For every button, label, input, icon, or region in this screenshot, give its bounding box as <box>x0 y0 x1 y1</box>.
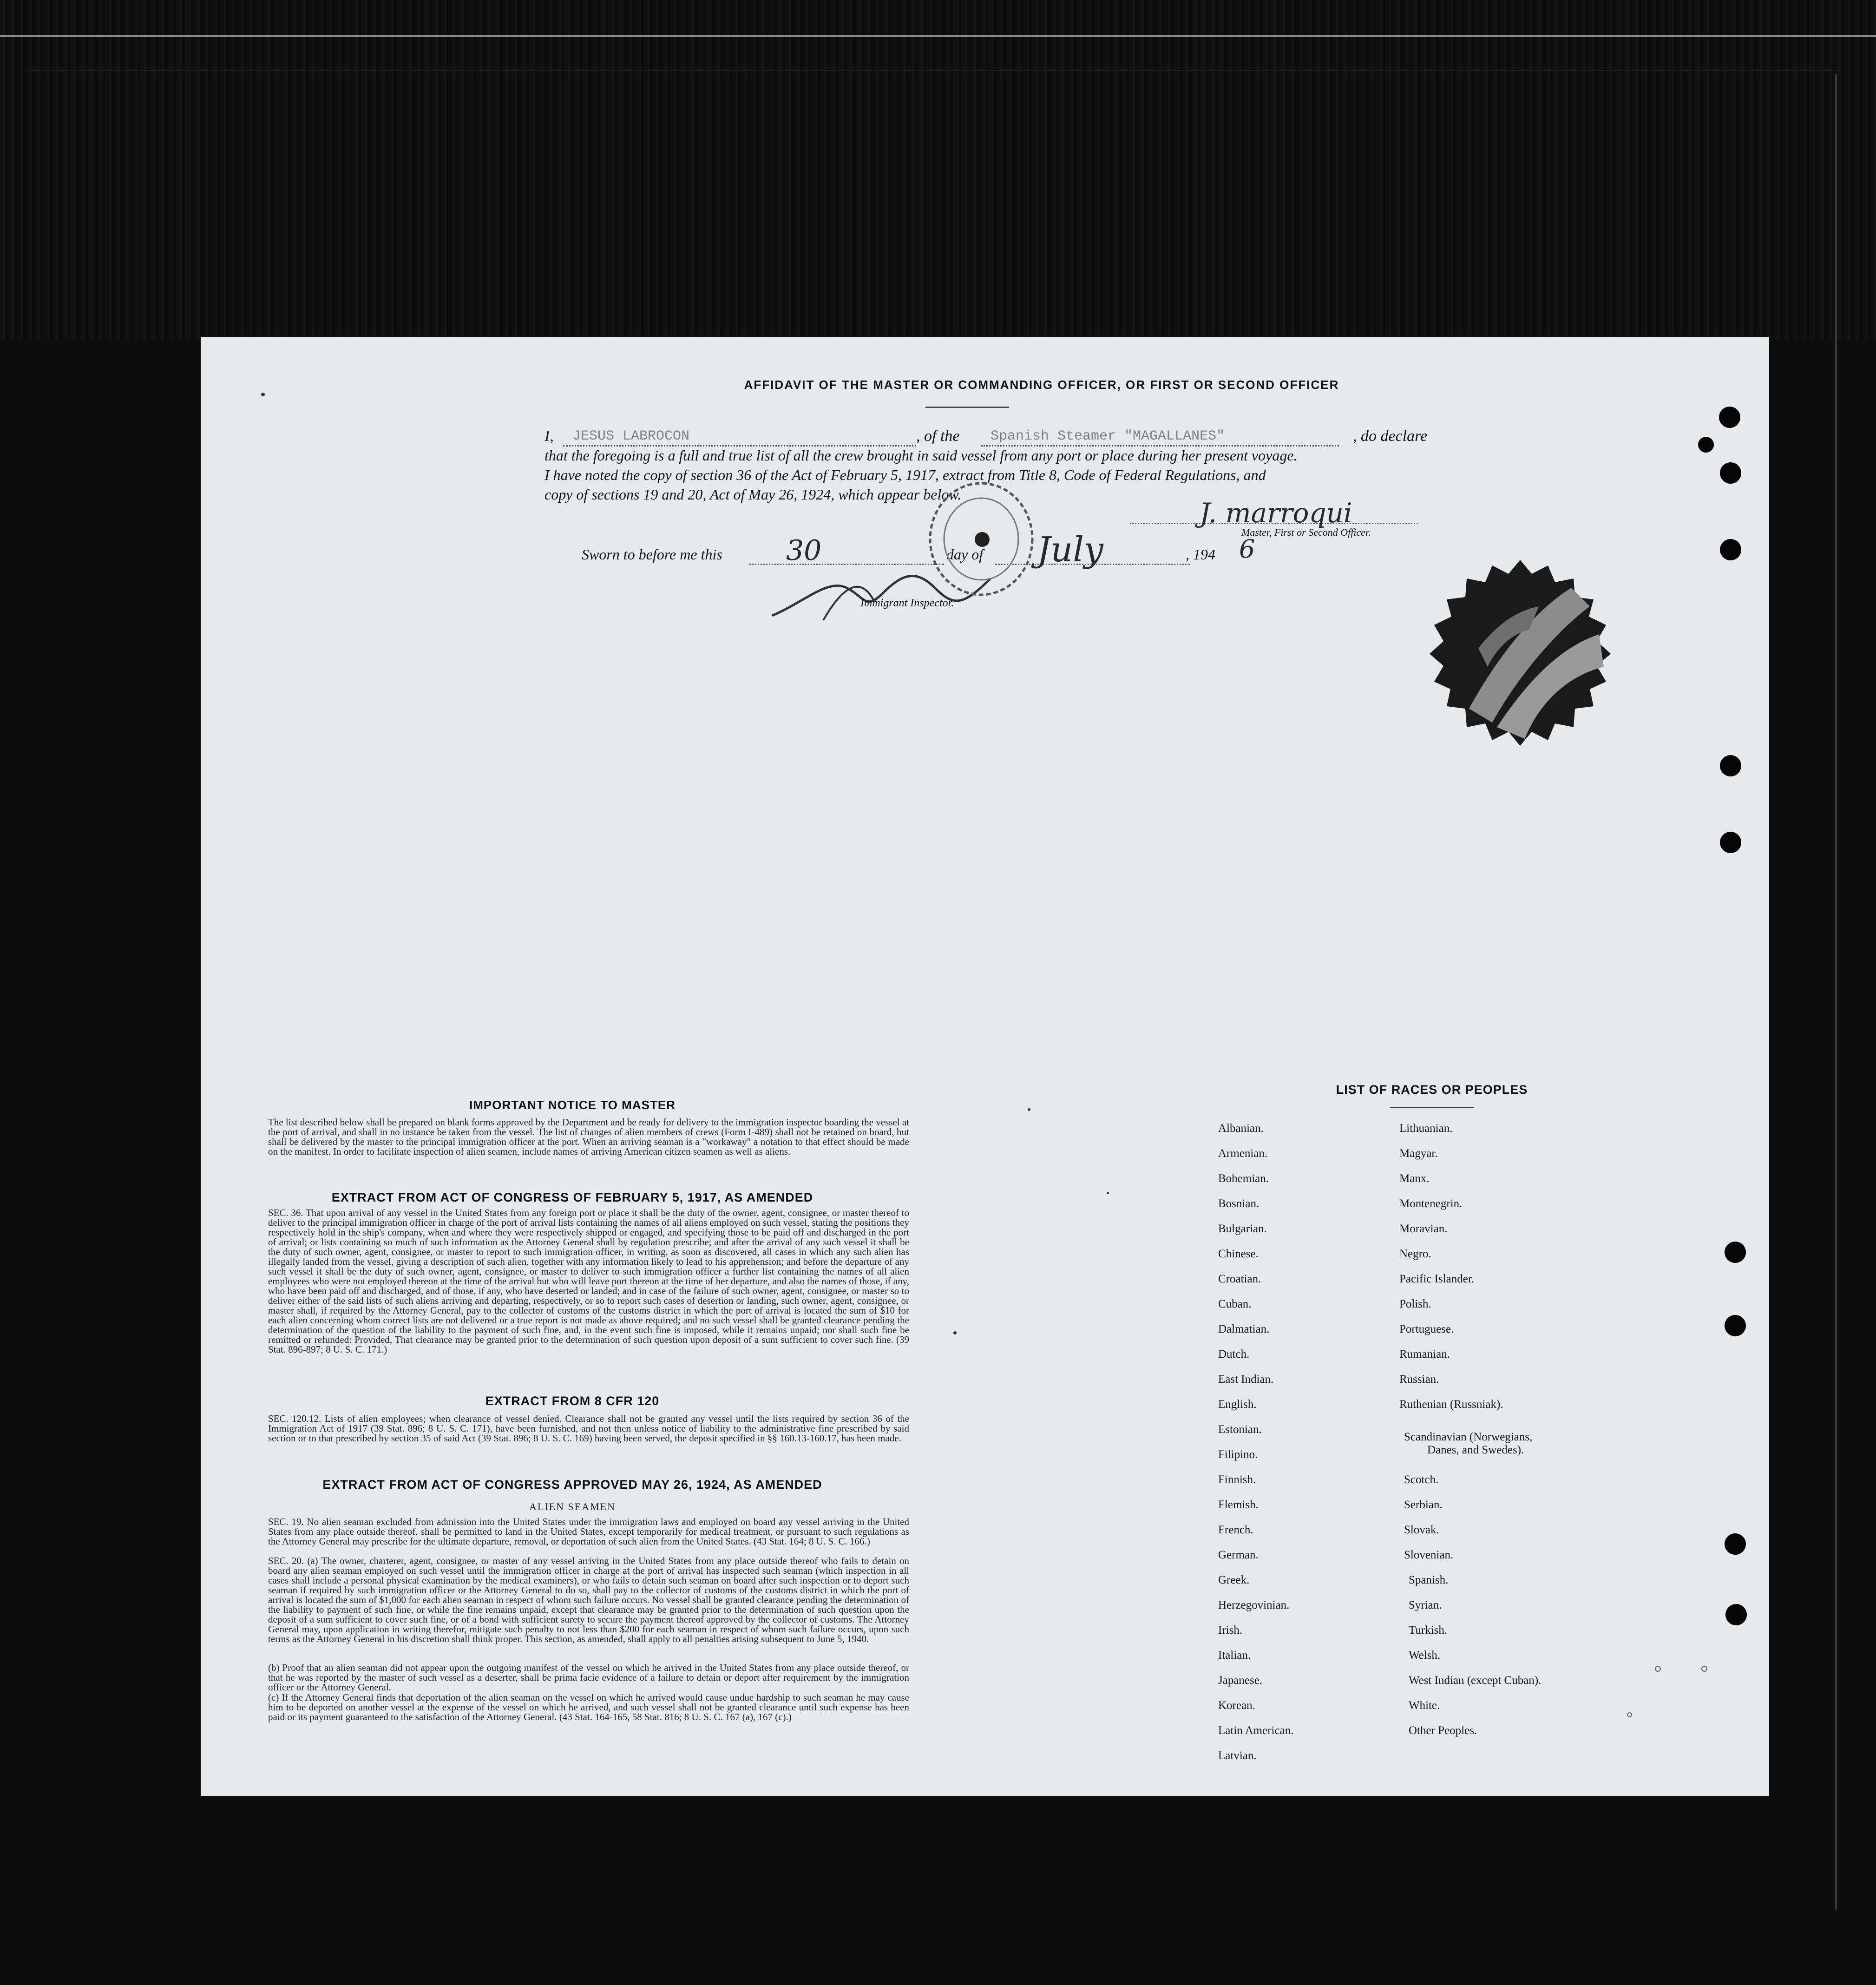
affidavit-i: I, <box>544 427 554 445</box>
cfr-title: EXTRACT FROM 8 CFR 120 <box>485 1394 660 1408</box>
sworn-year-prefix: , 194 <box>1186 546 1215 563</box>
race-item: Irish. <box>1218 1624 1243 1637</box>
race-item: Pacific Islander. <box>1399 1273 1475 1285</box>
punch-hole <box>1720 755 1741 776</box>
races-column-1 <box>1218 1122 1395 1782</box>
race-item: Dutch. <box>1218 1348 1250 1361</box>
races-title-rule <box>1390 1107 1474 1108</box>
dust-speck <box>1028 1108 1030 1111</box>
vessel-typed: Spanish Steamer "MAGALLANES" <box>990 428 1225 444</box>
notice-title: IMPORTANT NOTICE TO MASTER <box>469 1098 676 1112</box>
affidavit-title: AFFIDAVIT OF THE MASTER OR COMMANDING OFFICER, OR FIRST OR SECOND OFFICER <box>744 378 1339 392</box>
notice-body: The list described below shall be prepared on blank forms approved by the Department and be ready for delivery to the immigration inspector boarding the vessel at the port of arrival, and shall in no instance be taken from the vessel. The list of changes of alien members of crews (Form I-489) shall not be retained on board, but shall be delivered by the master to the principal immigration officer at the port. When an arriving seaman is a "workaway" a notation to that effect should be made on the manifest. In order to facilitate inspection of alien seamen, include names of arriving American citizen seamen as well as aliens. <box>268 1117 909 1157</box>
dust-speck <box>1107 1192 1109 1194</box>
punch-hole <box>1720 539 1741 560</box>
race-item: Slovak. <box>1404 1524 1439 1536</box>
race-item: Estonian. <box>1218 1423 1262 1436</box>
punch-hole <box>1720 832 1741 853</box>
sec20a-body: SEC. 20. (a) The owner, charterer, agent, consignee, or master of any vessel arriving in the United States from any place outside thereof who fails to detain on board any alien seaman employed on such vessel until the immigration officer in charge at the port of arrival has inspected such seaman (which inspection in all cases shall include a personal physical examination by the medical examiners), or who fails to detain such seaman on board after such inspection or to deport such seaman if required by such immigration officer or the Attorney General to do so, shall pay to the collector of customs of the customs district in which the port of arrival is located the sum of $1,000 for each alien seaman in respect of whom such failure occurs. No vessel shall be granted clearance pending the determination of the liability to payment of such fine, or while the fine remains unpaid, except that clearance may be granted prior to the determination of such question upon the deposit of a sum sufficient to cover such fine, or of a bond with sufficient surety to secure the payment thereof approved by the collector of customs. The Attorney General may, upon application in writing therefor, mitigate such penalty to not less than $200 for each seaman in respect of whom such failure occurs, upon such terms as the Attorney General in his discretion shall think proper. This section, as amended, shall apply to all penalties arising subsequent to June 5, 1940. <box>268 1555 909 1644</box>
races-title: LIST OF RACES OR PEOPLES <box>1336 1083 1528 1097</box>
punch-hole <box>1720 462 1741 484</box>
race-item: Welsh. <box>1409 1649 1441 1662</box>
punch-hole <box>1725 1315 1746 1336</box>
race-item-continuation: Danes, and Swedes). <box>1427 1444 1524 1456</box>
race-item: Scotch. <box>1404 1473 1439 1486</box>
punch-hole <box>1725 1604 1747 1625</box>
race-item: Negro. <box>1399 1248 1431 1260</box>
race-item: Slovenian. <box>1404 1549 1454 1561</box>
punch-hole <box>1698 437 1714 453</box>
sec20c-body: (c) If the Attorney General finds that deportation of the alien seaman on the vessel on which he arrived would cause undue hardship to such seaman he may cause him to be deported on another vessel at the expense of the vessel on which he arrived, and such vessel shall not be granted clearance until such expense has been paid or its payment guaranteed to the satisfaction of the Attorney General. (43 Stat. 164-165, 58 Stat. 816; 8 U. S. C. 167 (a), 167 (c).) <box>268 1692 909 1722</box>
race-item: Ruthenian (Russniak). <box>1399 1398 1503 1411</box>
race-item: Magyar. <box>1399 1147 1438 1160</box>
alien-seamen-subtitle: ALIEN SEAMEN <box>529 1501 616 1512</box>
punch-hole <box>1719 407 1740 428</box>
race-item: Cuban. <box>1218 1298 1252 1310</box>
film-background <box>0 0 1876 339</box>
race-item: Serbian. <box>1404 1499 1443 1511</box>
sworn-year-digit: 6 <box>1239 534 1255 564</box>
day-of-label: day of <box>946 546 984 563</box>
race-item: Other Peoples. <box>1409 1724 1477 1737</box>
official-seal-stamp <box>912 476 1060 616</box>
film-scanline <box>0 35 1876 37</box>
race-item: White. <box>1409 1699 1440 1712</box>
race-item: Bosnian. <box>1218 1197 1259 1210</box>
race-item: German. <box>1218 1549 1259 1561</box>
race-item: Chinese. <box>1218 1248 1259 1260</box>
race-item: Croatian. <box>1218 1273 1261 1285</box>
vessel-line <box>981 445 1339 447</box>
race-item: Syrian. <box>1409 1599 1442 1611</box>
extract-1924-title: EXTRACT FROM ACT OF CONGRESS APPROVED MAY 26, 1924, AS AMENDED <box>322 1478 822 1492</box>
race-item: West Indian (except Cuban). <box>1409 1674 1541 1687</box>
race-item: Finnish. <box>1218 1473 1256 1486</box>
race-item: Greek. <box>1218 1574 1250 1586</box>
race-item: Polish. <box>1399 1298 1431 1310</box>
affidavit-line2: that the foregoing is a full and true list of all the crew brought in said vessel from any port or place during her present voyage. <box>544 447 1298 464</box>
race-item: Flemish. <box>1218 1499 1259 1511</box>
race-item: Albanian. <box>1218 1122 1264 1135</box>
inspector-caption: Immigrant Inspector. <box>860 597 954 609</box>
sec20b-body: (b) Proof that an alien seaman did not appear upon the outgoing manifest of the vessel on which he arrived in the United States from any place outside thereof, or that he was reported by the master of such vessel as a deserter, shall be prima facie evidence of a failure to detain or deport after requirement by the immigration officer or the Attorney General. <box>268 1662 909 1693</box>
extract-1917-title: EXTRACT FROM ACT OF CONGRESS OF FEBRUARY 5, 1917, AS AMENDED <box>331 1190 813 1204</box>
sworn-month: July <box>1037 530 1103 570</box>
dust-speck <box>1701 1666 1707 1672</box>
affidavit-do-declare: , do declare <box>1353 427 1428 445</box>
film-frame-right <box>1835 74 1837 1910</box>
affidavit-line4: copy of sections 19 and 20, Act of May 26, 1924, which appear below. <box>544 486 962 503</box>
race-item: Spanish. <box>1409 1574 1449 1586</box>
races-column-2 <box>1399 1122 1687 1782</box>
race-item: Lithuanian. <box>1399 1122 1453 1135</box>
race-item: Moravian. <box>1399 1223 1448 1235</box>
race-item: Russian. <box>1399 1373 1439 1386</box>
cfr-body: SEC. 120.12. Lists of alien employees; when clearance of vessel denied. Clearance shall not be granted any vessel until the lists required by section 36 of the Immigration Act of 1917 (39 Stat. 896; 8 U. S. C. 171), have been furnished, and not then unless notice of liability to the administrative fine prescribed by said section or to that prescribed by section 35 of said Act (39 Stat. 896; 8 U. S. C. 169) having been served, the deposit specified in §§ 160.13-160.17, has been made. <box>268 1413 909 1444</box>
race-item: Italian. <box>1218 1649 1251 1662</box>
race-item: Herzegovinian. <box>1218 1599 1290 1611</box>
dust-speck <box>953 1331 957 1334</box>
race-item: Scandinavian (Norwegians, <box>1404 1431 1533 1443</box>
affidavit-line3: I have noted the copy of section 36 of the Act of February 5, 1917, extract from Title 8, Code of Federal Regulations, and <box>544 467 1266 483</box>
punch-hole <box>1725 1533 1746 1555</box>
dust-speck <box>1627 1712 1632 1717</box>
race-item: Manx. <box>1399 1172 1430 1185</box>
sec19-body: SEC. 19. No alien seaman excluded from admission into the United States under the immigration laws and employed on board any vessel arriving in the United States from any place outside thereof, shall be permitted to land in the United States, except temporarily for medical treatment, or pursuant to such regulations as the Attorney General may prescribe for the ultimate departure, removal, or deportation of such alien from the United States. (43 Stat. 164; 8 U. S. C. 166.) <box>268 1516 909 1547</box>
race-item: Dalmatian. <box>1218 1323 1270 1335</box>
sworn-day: 30 <box>786 534 822 567</box>
race-item: Portuguese. <box>1399 1323 1454 1335</box>
dust-speck <box>1655 1666 1661 1672</box>
race-item: Japanese. <box>1218 1674 1263 1687</box>
extract-1917-body: SEC. 36. That upon arrival of any vessel in the United States from any foreign port or place it shall be the duty of the owner, agent, consignee, or master thereof to deliver to the principal immigration officer in charge of the port of arrival lists containing the names of all aliens employed on such vessel, stating the positions they respectively hold in the ship's company, when and where they were respectively shipped or engaged, and specifying those to be paid off and discharged in the port of arrival; or lists containing so much of such information as the Attorney General shall by regulation prescribe; and after the arrival of any such vessel it shall be the duty of such owner, agent, consignee, or master to report to such immigration officer, in writing, as soon as discovered, all cases in which any such alien has illegally landed from the vessel, giving a description of such alien, together with any information likely to lead to his apprehension; and before the departure of any such vessel it shall be the duty of such owner, agent, consignee, or master to deliver to such immigration officer a further list containing the names of all alien employees who were not employed thereon at the time of the arrival but who will leave port thereon at the time of her departure, and also the names of those, if any, who have been paid off and discharged, and of those, if any, who have deserted or landed; and in case of the failure of such owner, agent, consignee, or master so to deliver either of the said lists of such aliens arriving and departing, respectively, or so to report such cases of desertion or landing, such owner, agent, consignee, or master shall, if required by the Attorney General, pay to the collector of customs of the customs district in which the port of arrival is located the sum of $10 for each alien concerning whom correct lists are not delivered or a true report is not made as above required; and no such vessel shall be granted clearance pending the determination of the question of the liability to the payment of such fine, and, in the event such fine is imposed, while it remains unpaid; nor shall such fine be remitted or refunded: Provided, That clearance may be granted prior to the determination of such question upon deposit of a sum sufficient to cover such fine. (39 Stat. 896-897; 8 U. S. C. 171.) <box>268 1207 909 1355</box>
master-signature: J. marroqui <box>1200 497 1352 529</box>
race-item: Korean. <box>1218 1699 1255 1712</box>
race-item: English. <box>1218 1398 1257 1411</box>
race-item: Filipino. <box>1218 1448 1258 1461</box>
film-frame-top <box>28 70 1840 71</box>
master-caption: Master, First or Second Officer. <box>1241 526 1371 538</box>
sworn-label: Sworn to before me this <box>582 546 722 563</box>
race-item: French. <box>1218 1524 1253 1536</box>
race-item: East Indian. <box>1218 1373 1274 1386</box>
affidavit-title-rule <box>925 407 1009 408</box>
punch-hole <box>1725 1242 1746 1263</box>
race-item: Montenegrin. <box>1399 1197 1463 1210</box>
affidavit-of-the: , of the <box>916 427 960 445</box>
race-item: Bohemian. <box>1218 1172 1269 1185</box>
dust-speck <box>261 393 265 396</box>
race-item: Latvian. <box>1218 1749 1257 1762</box>
race-item: Armenian. <box>1218 1147 1268 1160</box>
master-name-line <box>563 445 916 447</box>
document-page <box>201 337 1769 1796</box>
race-item: Rumanian. <box>1399 1348 1450 1361</box>
affidavit-line1 <box>544 427 1622 448</box>
master-name-typed: JESUS LABROCON <box>572 428 690 444</box>
race-item: Latin American. <box>1218 1724 1294 1737</box>
race-item: Bulgarian. <box>1218 1223 1267 1235</box>
race-item: Turkish. <box>1409 1624 1448 1637</box>
scalloped-seal <box>1418 555 1622 750</box>
